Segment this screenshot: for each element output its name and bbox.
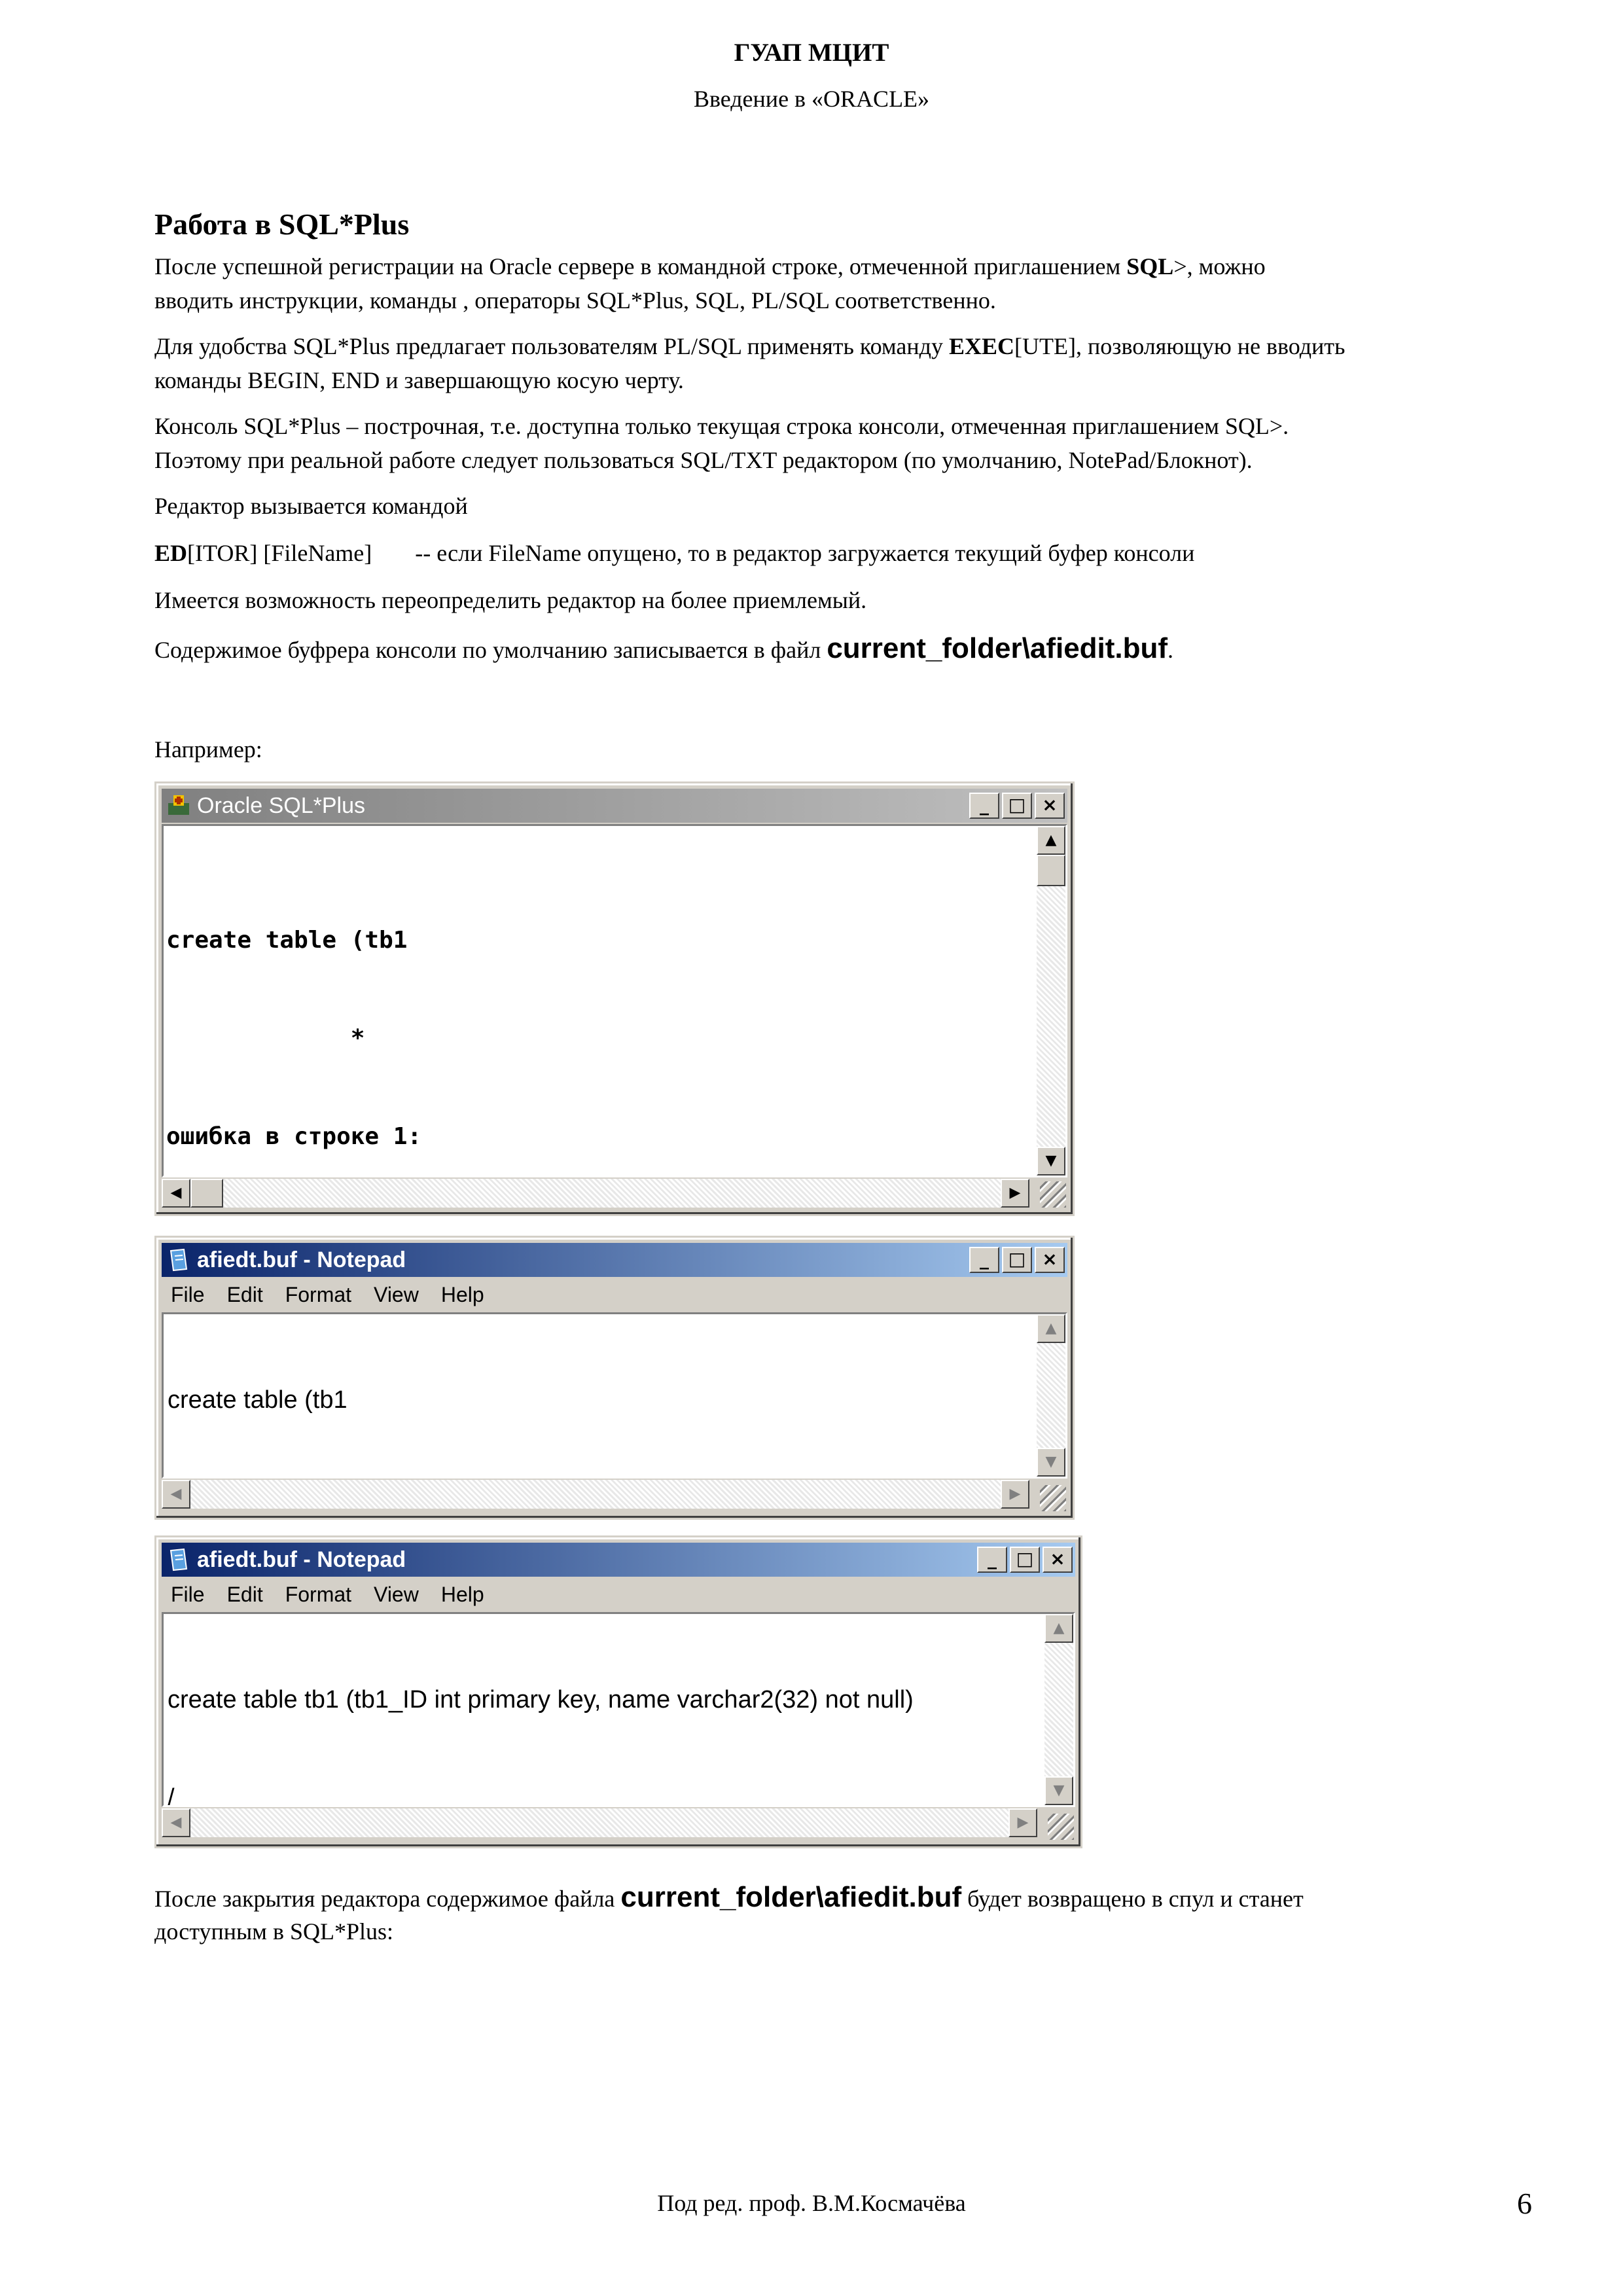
- vertical-scrollbar[interactable]: [1037, 1314, 1065, 1477]
- scroll-up-icon[interactable]: ▲: [1044, 1614, 1073, 1643]
- notepad-2-title: afiedt.buf - Notepad: [197, 1547, 406, 1572]
- text-line: create table tb1 (tb1_ID int primary key, name varchar2(32) not null): [168, 1686, 914, 1713]
- notepad-1-title: afiedt.buf - Notepad: [197, 1247, 406, 1272]
- minimize-button[interactable]: _: [969, 793, 999, 819]
- notepad-1-titlebar[interactable]: [162, 1243, 1067, 1277]
- vertical-scrollbar[interactable]: [1037, 826, 1065, 1175]
- scroll-down-icon[interactable]: ▼: [1037, 1147, 1065, 1175]
- close-button[interactable]: ×: [1043, 1547, 1073, 1573]
- resize-grip-icon[interactable]: [1048, 1814, 1074, 1840]
- paragraph-1-line-2: вводить инструкции, команды , операторы SQL*Plus, SQL, PL/SQL соответственно.: [154, 287, 996, 314]
- paragraph-3-line-1: Консоль SQL*Plus – построчная, т.е. доступна только текущая строка консоли, отмеченная приглашением SQL>.: [154, 413, 1289, 439]
- notepad-1-text-area[interactable]: [162, 1312, 1067, 1479]
- menu-format[interactable]: Format: [285, 1583, 352, 1606]
- paragraph-4: Редактор вызывается командой: [154, 493, 468, 519]
- text-line: create table (tb1: [168, 1386, 348, 1414]
- paragraph-2-line-1: Для удобства SQL*Plus предлагает пользователям PL/SQL применять команду EXEC[UTE], позволяющую не вводить: [154, 333, 1346, 359]
- menu-edit[interactable]: Edit: [226, 1283, 263, 1306]
- header-org: ГУАП МЦИТ: [734, 39, 889, 67]
- resize-grip-icon[interactable]: [1040, 1485, 1066, 1511]
- footer-editor: Под ред. проф. В.М.Космачёва: [657, 2190, 966, 2216]
- menu-file[interactable]: File: [171, 1583, 205, 1606]
- header-course: Введение в «ORACLE»: [693, 86, 930, 112]
- section-title: Работа в SQL*Plus: [154, 207, 410, 241]
- paragraph-3-line-2: Поэтому при реальной работе следует пользоваться SQL/TXT редактором (по умолчанию, NotePad/Блокнот).: [154, 447, 1253, 473]
- sqlplus-window: [154, 781, 1075, 1216]
- notepad-window-2: [154, 1535, 1082, 1848]
- paragraph-5: ED[ITOR] [FileName] -- если FileName опущено, то в редактор загружается текущий буфер консоли: [154, 540, 1195, 566]
- scroll-thumb[interactable]: [1037, 855, 1065, 886]
- menu-help[interactable]: Help: [440, 1583, 484, 1606]
- scroll-right-icon[interactable]: ▶: [1001, 1179, 1029, 1208]
- close-button[interactable]: ×: [1035, 793, 1065, 819]
- horizontal-scrollbar[interactable]: [162, 1808, 1037, 1837]
- maximize-button[interactable]: □: [1002, 1247, 1032, 1273]
- paragraph-7: Содержимое буфрера консоли по умолчанию записывается в файл current_folder\afiedit.buf.: [154, 632, 1174, 664]
- menu-edit[interactable]: Edit: [226, 1583, 263, 1606]
- console-output: [166, 859, 592, 1177]
- scroll-down-icon[interactable]: ▼: [1044, 1776, 1073, 1805]
- paragraph-1-line-1: После успешной регистрации на Oracle сервере в командной строке, отмеченной приглашением SQL>, можно: [154, 253, 1266, 279]
- menu-format[interactable]: Format: [285, 1283, 352, 1306]
- menu-help[interactable]: Help: [440, 1283, 484, 1306]
- menu-view[interactable]: View: [374, 1583, 419, 1606]
- notepad-app-icon: [167, 1248, 190, 1272]
- menu-view[interactable]: View: [374, 1283, 419, 1306]
- paragraph-8-line-1: После закрытия редактора содержимое файла current_folder\afiedit.buf будет возвращено в спул и станет: [154, 1881, 1304, 1913]
- oracle-app-icon: [167, 794, 190, 817]
- sqlplus-title: Oracle SQL*Plus: [197, 793, 365, 818]
- console-line: create table (tb1: [166, 927, 408, 954]
- close-button[interactable]: ×: [1035, 1247, 1065, 1273]
- notepad-1-menubar: [162, 1278, 1067, 1311]
- example-label: Например:: [154, 736, 262, 762]
- scroll-right-icon[interactable]: ▶: [1008, 1808, 1037, 1837]
- notepad-app-icon: [167, 1548, 190, 1571]
- scroll-left-icon[interactable]: ◀: [162, 1808, 190, 1837]
- scroll-left-icon[interactable]: ◀: [162, 1480, 190, 1509]
- console-line: ошибка в строке 1:: [166, 1123, 422, 1150]
- scroll-up-icon[interactable]: ▲: [1037, 826, 1065, 855]
- horizontal-scrollbar[interactable]: [162, 1480, 1029, 1509]
- minimize-button[interactable]: _: [969, 1247, 999, 1273]
- maximize-button[interactable]: □: [1002, 793, 1032, 819]
- sqlplus-console[interactable]: [162, 824, 1067, 1177]
- hscroll-thumb[interactable]: [190, 1179, 223, 1208]
- vertical-scrollbar[interactable]: [1044, 1614, 1073, 1805]
- menu-file[interactable]: File: [171, 1283, 205, 1306]
- page-number: 6: [1517, 2187, 1532, 2220]
- text-line: /: [168, 1784, 175, 1807]
- notepad-2-text-area[interactable]: [162, 1612, 1075, 1807]
- notepad-2-titlebar[interactable]: [162, 1543, 1075, 1577]
- console-line: *: [166, 1025, 365, 1052]
- notepad-2-menubar: [162, 1578, 1075, 1611]
- notepad-window-1: [154, 1236, 1075, 1520]
- sqlplus-titlebar[interactable]: [162, 789, 1067, 823]
- resize-grip-icon[interactable]: [1040, 1181, 1066, 1208]
- maximize-button[interactable]: □: [1010, 1547, 1040, 1573]
- paragraph-2-line-2: команды BEGIN, END и завершающую косую черту.: [154, 367, 684, 393]
- horizontal-scrollbar[interactable]: [162, 1179, 1029, 1208]
- scroll-down-icon[interactable]: ▼: [1037, 1448, 1065, 1477]
- scroll-up-icon[interactable]: ▲: [1037, 1314, 1065, 1343]
- paragraph-8-line-2: доступным в SQL*Plus:: [154, 1918, 393, 1945]
- minimize-button[interactable]: _: [977, 1547, 1007, 1573]
- paragraph-6: Имеется возможность переопределить редактор на более приемлемый.: [154, 587, 867, 613]
- scroll-left-icon[interactable]: ◀: [162, 1179, 190, 1208]
- scroll-right-icon[interactable]: ▶: [1001, 1480, 1029, 1509]
